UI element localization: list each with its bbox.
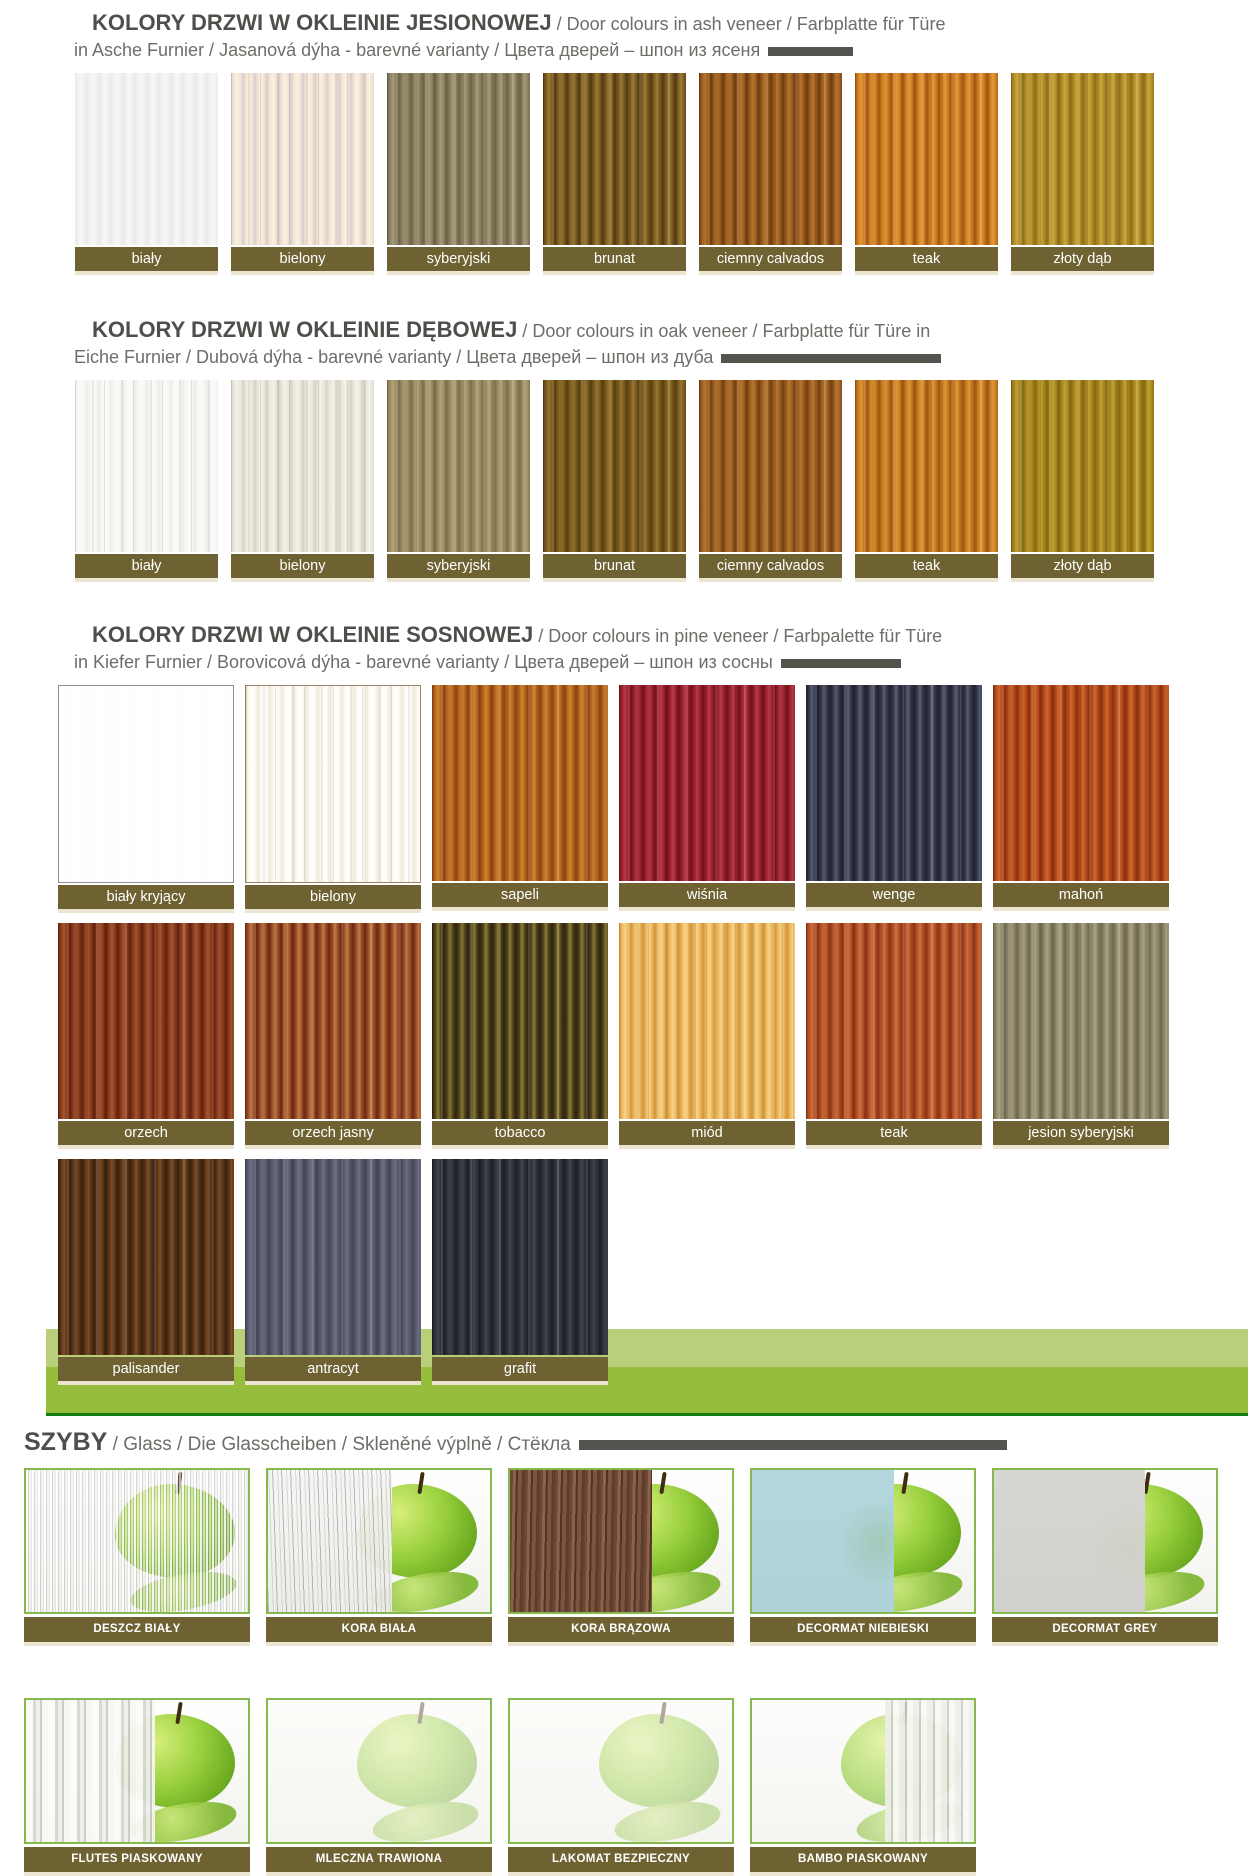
glass-sample-kora-biala xyxy=(266,1468,492,1614)
section-ash-veneer xyxy=(0,10,1248,275)
section-title-pine: KOLORY DRZWI W OKLEINIE SOSNOWEJ xyxy=(92,622,534,647)
glass-sample-decormat-niebieski xyxy=(750,1468,976,1614)
swatch-cell-mahon xyxy=(993,685,1169,913)
heading-rule-bar xyxy=(579,1440,1007,1450)
swatch-label-zloty-dab: złoty dąb xyxy=(1011,247,1154,275)
swatch-cell-teak xyxy=(855,73,998,275)
wood-swatch-jesion-syberyjski xyxy=(993,923,1169,1119)
swatch-label-palisander: palisander xyxy=(58,1357,234,1385)
swatch-label-miod: miód xyxy=(619,1121,795,1149)
section-subtitle-oak: / Door colours in oak veneer / Farbplatte für Türe in Eiche Furnier / Dubová dýha - barevné varianty / Цвета дверей – шпон из дуба xyxy=(74,321,931,367)
section-heading-oak xyxy=(0,317,958,370)
swatch-cell-miod xyxy=(619,923,795,1149)
glass-label-kora-brazowa: KORA BRĄZOWA xyxy=(508,1617,734,1646)
section-subtitle-pine: / Door colours in pine veneer / Farbpalette für Türe in Kiefer Furnier / Borovicová dýha - barevné varianty / Цвета дверей – шпон из сосны xyxy=(74,626,943,672)
apple-stem xyxy=(417,1472,424,1495)
wood-swatch-brunat xyxy=(543,73,686,245)
swatch-label-jesion-syberyjski: jesion syberyjski xyxy=(993,1121,1169,1149)
glass-sample-bambo-piaskowany xyxy=(750,1698,976,1844)
glass-label-lakomat-bezpieczny: LAKOMAT BEZPIECZNY xyxy=(508,1847,734,1876)
wood-swatch-bielony xyxy=(231,380,374,552)
wood-swatch-orzech-jasny xyxy=(245,923,421,1119)
glass-sample-lakomat-bezpieczny xyxy=(508,1698,734,1844)
swatch-label-syberyjski: syberyjski xyxy=(387,247,530,275)
wood-swatch-wenge xyxy=(806,685,982,881)
wood-swatch-syberyjski xyxy=(387,73,530,245)
glass-texture-milk-overlay xyxy=(268,1700,490,1842)
apple-stem xyxy=(659,1472,666,1495)
glass-label-kora-biala: KORA BIAŁA xyxy=(266,1617,492,1646)
wood-swatch-teak xyxy=(855,380,998,552)
ash-swatch-grid xyxy=(0,73,1248,275)
glass-label-decormat-grey: DECORMAT GREY xyxy=(992,1617,1218,1646)
section-title-oak: KOLORY DRZWI W OKLEINIE DĘBOWEJ xyxy=(92,317,518,342)
swatch-cell-teak xyxy=(806,923,982,1149)
glass-cell-mleczna-trawiona xyxy=(266,1698,492,1876)
swatch-label-wenge: wenge xyxy=(806,883,982,911)
section-subtitle-ash: / Door colours in ash veneer / Farbplatte für Türe in Asche Furnier / Jasanová dýha - barevné varianty / Цвета дверей – шпон из ясеня xyxy=(74,14,946,60)
section-heading-pine xyxy=(0,622,958,675)
heading-rule-bar xyxy=(781,659,901,668)
wood-swatch-syberyjski xyxy=(387,380,530,552)
swatch-label-teak: teak xyxy=(806,1121,982,1149)
swatch-label-zloty-dab: złoty dąb xyxy=(1011,554,1154,582)
swatch-cell-zloty-dab xyxy=(1011,380,1154,582)
section-oak-veneer xyxy=(0,317,1248,582)
wood-swatch-bialy-kryjacy xyxy=(58,685,234,883)
swatch-label-ciemny-calvados: ciemny calvados xyxy=(699,554,842,582)
swatch-label-bielony: bielony xyxy=(231,247,374,275)
wood-swatch-tobacco xyxy=(432,923,608,1119)
apple-stem xyxy=(901,1472,908,1495)
glass-sample-kora-brazowa xyxy=(508,1468,734,1614)
section-title-glass: SZYBY xyxy=(24,1428,108,1456)
swatch-cell-orzech-jasny xyxy=(245,923,421,1149)
swatch-cell-grafit xyxy=(432,1159,608,1385)
glass-texture-bark-brown-overlay xyxy=(510,1470,652,1612)
swatch-label-bielony: bielony xyxy=(231,554,374,582)
swatch-label-mahon: mahoń xyxy=(993,883,1169,911)
wood-swatch-bialy xyxy=(75,380,218,552)
glass-cell-kora-biala xyxy=(266,1468,492,1646)
wood-swatch-ciemny-calvados xyxy=(699,380,842,552)
glass-sample-flutes-piaskowany xyxy=(24,1698,250,1844)
swatch-label-bialy: biały xyxy=(75,247,218,275)
swatch-cell-brunat xyxy=(543,73,686,275)
wood-swatch-sapeli xyxy=(432,685,608,881)
section-pine-veneer xyxy=(0,622,1248,1385)
swatch-cell-jesion-syberyjski xyxy=(993,923,1169,1149)
glass-cell-decormat-grey xyxy=(992,1468,1218,1646)
glass-texture-milk-overlay xyxy=(510,1700,732,1842)
section-heading-glass xyxy=(0,1429,1244,1458)
swatch-cell-wenge xyxy=(806,685,982,913)
swatch-cell-ciemny-calvados xyxy=(699,73,842,275)
glass-cell-deszcz-bialy xyxy=(24,1468,250,1646)
swatch-cell-antracyt xyxy=(245,1159,421,1385)
section-subtitle-glass: / Glass / Die Glasscheiben / Skleněné výplně / Стёкла xyxy=(107,1434,571,1455)
glass-row-1 xyxy=(0,1468,1248,1646)
ash-swatch-row-1 xyxy=(0,73,1248,275)
swatch-label-syberyjski: syberyjski xyxy=(387,554,530,582)
swatch-cell-syberyjski xyxy=(387,73,530,275)
pine-swatch-row-2 xyxy=(0,923,1248,1149)
swatch-cell-palisander xyxy=(58,1159,234,1385)
swatch-cell-syberyjski xyxy=(387,380,530,582)
glass-cell-decormat-niebieski xyxy=(750,1468,976,1646)
heading-rule-bar xyxy=(721,354,941,363)
glass-cell-lakomat-bezpieczny xyxy=(508,1698,734,1876)
glass-sample-decormat-grey xyxy=(992,1468,1218,1614)
swatch-cell-brunat xyxy=(543,380,686,582)
swatch-label-bialy-kryjacy: biały kryjący xyxy=(58,885,234,913)
swatch-cell-zloty-dab xyxy=(1011,73,1154,275)
swatch-label-teak: teak xyxy=(855,247,998,275)
section-title-ash: KOLORY DRZWI W OKLEINIE JESIONOWEJ xyxy=(92,10,552,35)
swatch-label-orzech: orzech xyxy=(58,1121,234,1149)
swatch-cell-teak xyxy=(855,380,998,582)
swatch-label-teak: teak xyxy=(855,554,998,582)
wood-swatch-teak xyxy=(806,923,982,1119)
oak-swatch-row-1 xyxy=(0,380,1248,582)
swatch-cell-tobacco xyxy=(432,923,608,1149)
swatch-cell-bielony xyxy=(231,380,374,582)
oak-swatch-grid xyxy=(0,380,1248,582)
glass-cell-kora-brazowa xyxy=(508,1468,734,1646)
swatch-cell-bielony xyxy=(231,73,374,275)
wood-swatch-orzech xyxy=(58,923,234,1119)
glass-label-deszcz-bialy: DESZCZ BIAŁY xyxy=(24,1617,250,1646)
glass-label-mleczna-trawiona: MLECZNA TRAWIONA xyxy=(266,1847,492,1876)
wood-swatch-wisnia xyxy=(619,685,795,881)
glass-texture-bamboo-overlay xyxy=(885,1700,974,1842)
pine-swatch-row-3 xyxy=(0,1159,1248,1385)
swatch-cell-bielony xyxy=(245,685,421,913)
wood-swatch-zloty-dab xyxy=(1011,73,1154,245)
swatch-label-bialy: biały xyxy=(75,554,218,582)
glass-texture-flutes-overlay xyxy=(26,1700,155,1842)
glass-texture-bark-white-overlay xyxy=(268,1470,392,1612)
green-band-strip xyxy=(0,1159,1248,1385)
glass-sample-deszcz-bialy xyxy=(24,1468,250,1614)
glass-label-bambo-piaskowany: BAMBO PIASKOWANY xyxy=(750,1847,976,1876)
wood-swatch-teak xyxy=(855,73,998,245)
swatch-label-wisnia: wiśnia xyxy=(619,883,795,911)
swatch-label-orzech-jasny: orzech jasny xyxy=(245,1121,421,1149)
swatch-label-sapeli: sapeli xyxy=(432,883,608,911)
glass-texture-frost-grey-overlay xyxy=(994,1470,1145,1612)
swatch-label-ciemny-calvados: ciemny calvados xyxy=(699,247,842,275)
swatch-cell-sapeli xyxy=(432,685,608,913)
glass-row-2 xyxy=(0,1698,1248,1876)
swatch-cell-bialy xyxy=(75,380,218,582)
swatch-label-grafit: grafit xyxy=(432,1357,608,1385)
swatch-cell-bialy xyxy=(75,73,218,275)
wood-swatch-miod xyxy=(619,923,795,1119)
wood-swatch-bialy xyxy=(75,73,218,245)
swatch-cell-ciemny-calvados xyxy=(699,380,842,582)
glass-label-flutes-piaskowany: FLUTES PIASKOWANY xyxy=(24,1847,250,1876)
heading-rule-bar xyxy=(768,47,853,56)
glass-sample-mleczna-trawiona xyxy=(266,1698,492,1844)
section-heading-ash xyxy=(0,10,958,63)
swatch-label-brunat: brunat xyxy=(543,247,686,275)
wood-swatch-grafit xyxy=(432,1159,608,1355)
wood-swatch-brunat xyxy=(543,380,686,552)
swatch-label-bielony: bielony xyxy=(245,885,421,913)
swatch-label-brunat: brunat xyxy=(543,554,686,582)
swatch-label-antracyt: antracyt xyxy=(245,1357,421,1385)
glass-texture-rain-overlay xyxy=(26,1470,248,1612)
wood-swatch-bielony xyxy=(231,73,374,245)
wood-swatch-mahon xyxy=(993,685,1169,881)
pine-swatch-row-1 xyxy=(0,685,1248,913)
swatch-cell-wisnia xyxy=(619,685,795,913)
swatch-cell-orzech xyxy=(58,923,234,1149)
swatch-cell-bialy-kryjacy xyxy=(58,685,234,913)
wood-swatch-palisander xyxy=(58,1159,234,1355)
glass-cell-flutes-piaskowany xyxy=(24,1698,250,1876)
pine-swatch-grid xyxy=(0,685,1248,1385)
section-glass xyxy=(0,1429,1248,1876)
apple-stem xyxy=(175,1702,182,1725)
wood-swatch-antracyt xyxy=(245,1159,421,1355)
wood-swatch-zloty-dab xyxy=(1011,380,1154,552)
glass-tile-grid xyxy=(0,1468,1248,1876)
wood-swatch-ciemny-calvados xyxy=(699,73,842,245)
glass-cell-bambo-piaskowany xyxy=(750,1698,976,1876)
glass-texture-frost-blue-overlay xyxy=(752,1470,894,1612)
wood-swatch-bielony xyxy=(245,685,421,883)
swatch-label-tobacco: tobacco xyxy=(432,1121,608,1149)
glass-label-decormat-niebieski: DECORMAT NIEBIESKI xyxy=(750,1617,976,1646)
